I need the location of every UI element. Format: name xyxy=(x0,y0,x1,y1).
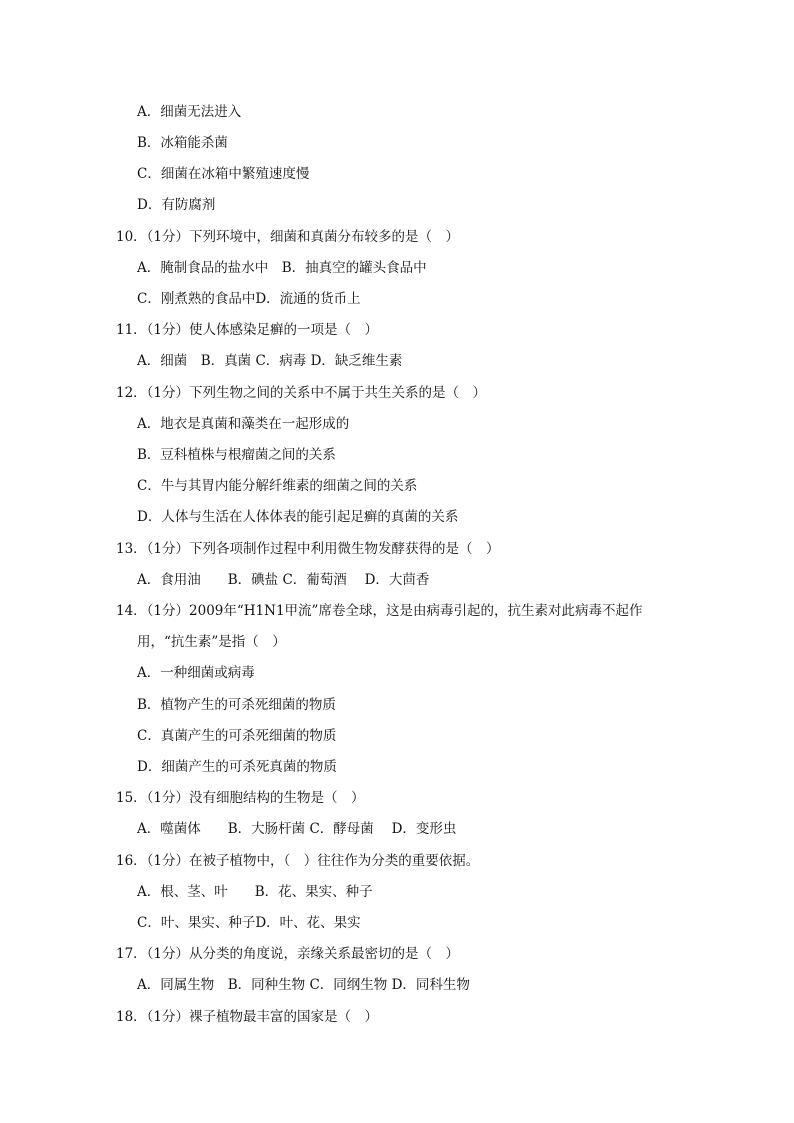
question-line: 17．（1分）从分类的角度说，亲缘关系最密切的是（ ） xyxy=(116,946,460,962)
option-line: C．刚煮熟的食品中D．流通的货币上 xyxy=(137,291,361,307)
option-line: A．一种细菌或病毒 xyxy=(137,665,255,681)
option-line: A．食用油 B．碘盐 C．葡萄酒 D．大茴香 xyxy=(137,572,430,588)
option-line: D．有防腐剂 xyxy=(137,197,216,213)
question-continuation: 用，“抗生素”是指（ ） xyxy=(137,634,286,650)
question-line: 12．（1分）下列生物之间的关系中不属于共生关系的是（ ） xyxy=(116,385,487,401)
question-line: 13．（1分）下列各项制作过程中利用微生物发酵获得的是（ ） xyxy=(116,541,500,557)
option-line: D．细菌产生的可杀死真菌的物质 xyxy=(137,759,337,775)
question-line: 14．（1分）2009年“H1N1甲流”席卷全球，这是由病毒引起的，抗生素对此病毒不起作 xyxy=(116,603,643,619)
option-line: C．牛与其胃内能分解纤维素的细菌之间的关系 xyxy=(137,478,418,494)
question-line: 15．（1分）没有细胞结构的生物是（ ） xyxy=(116,790,365,806)
option-line: C．细菌在冰箱中繁殖速度慢 xyxy=(137,166,310,182)
question-line: 10．（1分）下列环境中，细菌和真菌分布较多的是（ ） xyxy=(116,229,460,245)
option-line: A．根、茎、叶 B．花、果实、种子 xyxy=(137,884,373,900)
option-line: A．细菌 B．真菌 C．病毒 D．缺乏维生素 xyxy=(137,353,403,369)
question-line: 11．（1分）使人体感染足癣的一项是（ ） xyxy=(116,322,379,338)
option-line: B．豆科植株与根瘤菌之间的关系 xyxy=(137,447,336,463)
option-line: A．同属生物 B．同种生物 C．同纲生物 D．同科生物 xyxy=(137,977,470,993)
option-line: A．噬菌体 B．大肠杆菌 C．酵母菌 D．变形虫 xyxy=(137,821,457,837)
option-line: A．地衣是真菌和藻类在一起形成的 xyxy=(137,416,350,432)
question-line: 16．（1分）在被子植物中，（ ）往往作为分类的重要依据。 xyxy=(116,853,480,869)
option-line: C．叶、果实、种子D．叶、花、果实 xyxy=(137,915,361,931)
option-line: B．冰箱能杀菌 xyxy=(137,135,228,151)
option-line: C．真菌产生的可杀死细菌的物质 xyxy=(137,728,337,744)
question-line: 18．（1分）裸子植物最丰富的国家是（ ） xyxy=(116,1009,379,1025)
option-line: D．人体与生活在人体体表的能引起足癣的真菌的关系 xyxy=(137,509,459,525)
option-line: B．植物产生的可杀死细菌的物质 xyxy=(137,697,336,713)
option-line: A．腌制食品的盐水中 B．抽真空的罐头食品中 xyxy=(137,260,427,276)
option-line: A．细菌无法进入 xyxy=(137,104,242,120)
